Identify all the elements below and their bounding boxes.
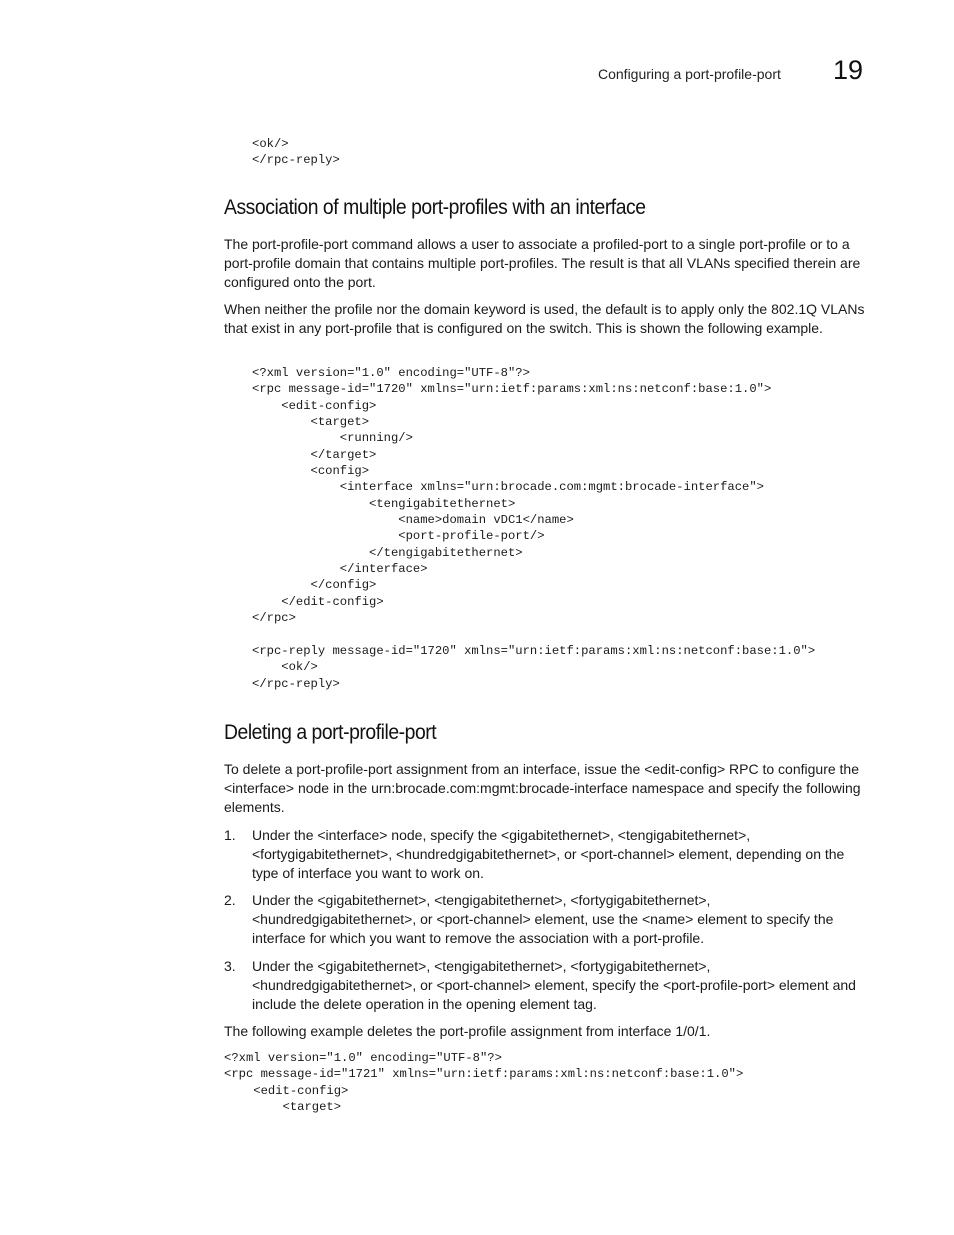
step-number: 3. — [224, 958, 236, 974]
code-block-delete-example: <?xml version="1.0" encoding="UTF-8"?> <rpc message-id="1721" xmlns="urn:ietf:params:xml:ns:netconf:base:1.0"> <edit-config> <target> — [224, 1051, 744, 1115]
section-heading-association: Association of multiple port-profiles with an interface — [224, 195, 646, 219]
step-text: Under the <gigabitethernet>, <tengigabitethernet>, <fortygigabitethernet>, <hundredgigabitethernet>, or <port-channel> element, use the <name> element to specify the interface for which you want to remove the association with a port-profile. — [252, 892, 834, 946]
step-text: Under the <gigabitethernet>, <tengigabitethernet>, <fortygigabitethernet>, <hundredgigabitethernet>, or <port-channel> element, specify the <port-profile-port> element and include the delete operation in the opening element tag. — [252, 958, 856, 1012]
paragraph-association-intro: The port-profile-port command allows a user to associate a profiled-port to a single port-profile or to a port-profile domain that contains multiple port-profiles. The result is that all VLANs specified therein are configured onto the port. — [224, 236, 861, 290]
step-number: 2. — [224, 892, 236, 908]
paragraph-deleting-intro: To delete a port-profile-port assignment from an interface, issue the <edit-config> RPC to configure the <interface> node in the urn:brocade.com:mgmt:brocade-interface namespace and specify the following elements. — [224, 761, 861, 815]
step-text: Under the <interface> node, specify the <gigabitethernet>, <tengigabitethernet>, <fortygigabitethernet>, <hundredgigabitethernet>, or <port-channel> element, depending on the type of interface you want to work on. — [252, 827, 845, 881]
section-heading-deleting: Deleting a port-profile-port — [224, 720, 437, 744]
step-number: 1. — [224, 827, 236, 843]
code-block-reply-end: <ok/> </rpc-reply> — [252, 137, 340, 168]
code-block-association-example: <?xml version="1.0" encoding="UTF-8"?> <rpc message-id="1720" xmlns="urn:ietf:params:xml:ns:netconf:base:1.0"> <edit-config> <target> <running/> </target> <config> <interface xmlns="urn:brocade.com:mgmt:brocade-interface"> <tengigabitethernet> <name>domain vDC1</name> <port-profile-port/> </tengigabitethernet> </interface> </config> </edit-config> </rpc> <rpc-reply message-id="1720" xmlns="urn:ietf:params:xml:ns:netconf:base:1.0"> <ok/> </rpc-reply> — [252, 366, 816, 691]
paragraph-example-intro: The following example deletes the port-profile assignment from interface 1/0/1. — [224, 1023, 711, 1039]
running-header-title: Configuring a port-profile-port — [598, 66, 781, 82]
paragraph-association-default: When neither the profile nor the domain keyword is used, the default is to apply only the 802.1Q VLANs that exist in any port-profile that is configured on the switch. This is shown the following example. — [224, 301, 865, 336]
chapter-number: 19 — [833, 55, 864, 85]
